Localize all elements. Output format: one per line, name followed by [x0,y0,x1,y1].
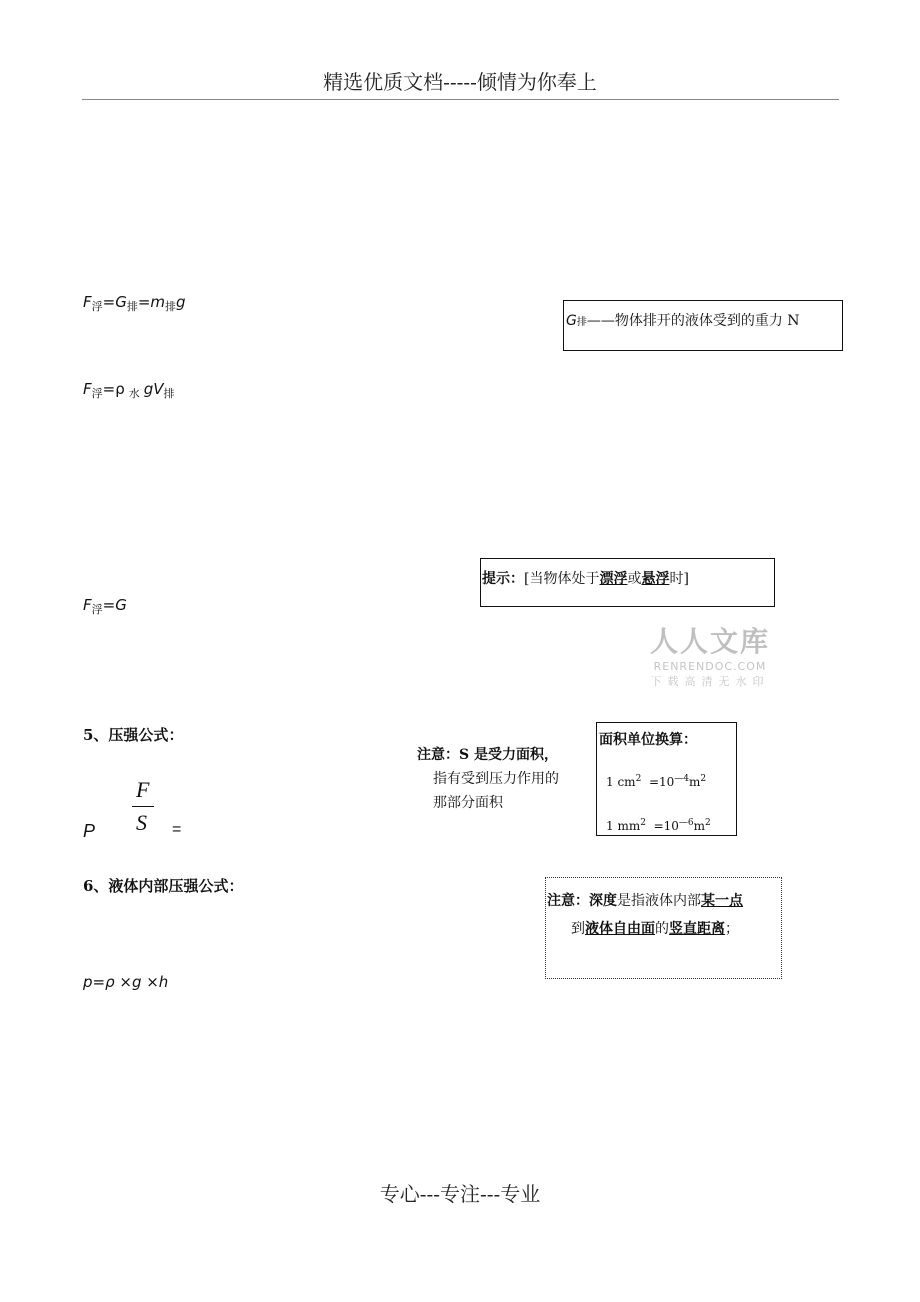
depth-note-box [545,877,782,979]
unit-mm-eq: =10 [653,819,679,833]
s-note-bold: S 是受力面积， [459,747,558,763]
section-5-title: 5、压强公式： [83,726,184,744]
pressure-equals: = [172,821,182,838]
unit-cm-unit-sup: 2 [700,774,707,784]
symbol-f: F [83,293,92,311]
g-pai-desc: ——物体排开的液体受到的重力 N [586,313,800,329]
symbol-f: F [83,380,92,398]
section-6-title: 6、液体内部压强公式： [83,877,244,895]
sub-fu: 浮 [91,387,103,400]
unit-row-cm [606,774,706,789]
watermark-name: 人人文库 [649,625,770,658]
depth-vertical: 竖直距离 [669,921,725,937]
equals-g: =G [102,596,127,614]
depth-note-text [547,887,743,943]
unit-conversion-box [596,722,737,836]
unit-mm-unit-sup: 2 [705,818,711,828]
unit-box-title: 面积单位换算： [599,732,697,748]
s-note-label: 注意： [417,747,459,763]
unit-cm-eq: =10 [648,775,675,789]
unit-row-mm [606,818,711,833]
page-footer: 专心---专注---专业 [379,1182,541,1206]
equals: = [102,293,116,311]
depth-point: 某一点 [701,893,743,909]
pressure-symbol: P [83,821,96,841]
fraction-denominator: S [136,810,147,835]
hint-suspended: 悬浮 [641,571,670,587]
header-rule [82,99,839,100]
sub-pai: 排 [165,300,177,313]
watermark-logo [645,620,775,689]
fraction-bar [132,806,154,807]
unit-mm-lhs: 1 mm [606,819,641,833]
unit-mm-sup: 2 [640,818,646,828]
s-note-line3: 那部分面积 [433,795,503,811]
depth-surface: 液体自由面 [585,921,655,937]
hint-floating: 漂浮 [599,571,628,587]
g-sub: 排 [576,317,587,328]
depth-t3: 的 [655,921,669,937]
g-pai-note-box [563,300,843,351]
g-pai-note [566,310,800,330]
symbol-g: G [115,293,127,311]
unit-cm-sup: 2 [635,774,642,784]
sub-fu: 浮 [91,603,103,616]
hint-box [480,558,775,607]
buoyancy-formula-1 [83,293,186,314]
fraction-numerator: F [136,777,150,802]
depth-word: 深度 [589,893,617,909]
watermark-site: RENRENDOC.COM [653,660,767,673]
symbol-m: m [150,293,166,311]
symbol-gv: gV [143,380,164,398]
hint-close: 时] [669,571,689,587]
symbol-f: F [83,596,92,614]
unit-mm-unit: m [693,819,706,833]
buoyancy-formula-2 [83,380,175,401]
sub-fu: 浮 [91,300,103,313]
g-symbol: G [566,313,577,329]
sub-water: 水 [128,387,140,400]
watermark-tagline: 下载高清无水印 [650,675,770,688]
liquid-pressure-formula: p=ρ ×g ×h [83,973,169,991]
page-header: 精选优质文档-----倾情为你奉上 [323,70,597,94]
unit-cm-exp: —4 [674,774,689,784]
depth-end: ； [725,921,739,937]
symbol-g-lower: g [176,293,186,311]
unit-cm-lhs: 1 cm [606,775,636,789]
hint-open: [当物体处于 [524,571,600,587]
depth-t1: 是指液体内部 [617,893,701,909]
unit-mm-exp: —6 [678,818,694,828]
hint-or: 或 [627,571,642,587]
sub-pai: 排 [126,300,138,313]
hint-text [482,568,689,588]
depth-label: 注意： [547,893,589,909]
s-note [417,743,559,815]
buoyancy-formula-3 [83,596,127,617]
unit-cm-unit: m [689,775,701,789]
depth-t2: 到 [571,921,585,937]
equals-rho: =ρ [102,380,125,398]
s-note-line2: 指有受到压力作用的 [433,771,559,787]
sub-pai: 排 [163,387,175,400]
hint-label: 提示： [482,571,524,587]
equals: = [137,293,151,311]
